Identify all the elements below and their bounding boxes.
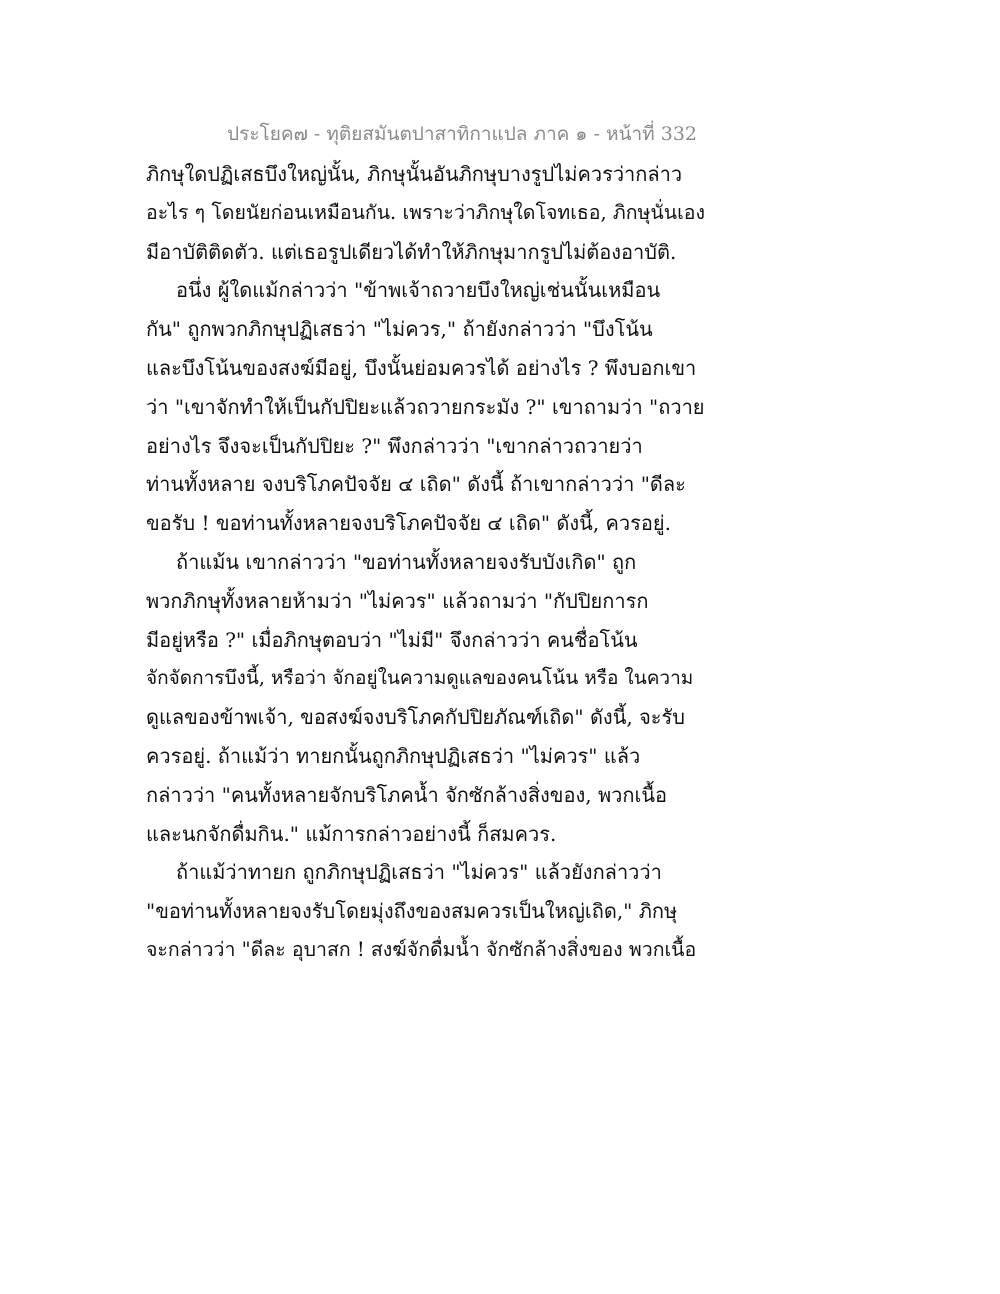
text-line: และนกจักดื่มกิน." แม้การกล่าวอย่างนี้ ก็สมควร.: [146, 821, 557, 846]
text-line: ควรอยู่. ถ้าแม้ว่า ทายกนั้นถูกภิกษุปฏิเสธว่า "ไม่ควร" แล้ว: [146, 743, 641, 768]
text-line: อนึ่ง ผู้ใดแม้กล่าวว่า "ข้าพเจ้าถวายบึงใหญ่เช่นนั้นเหมือน: [176, 278, 661, 303]
text-line: ภิกษุใดปฏิเสธบึงใหญ่นั้น, ภิกษุนั้นอันภิกษุบางรูปไม่ควรว่ากล่าว: [146, 162, 683, 186]
text-line: ว่า "เขาจักทำให้เป็นกัปปิยะแล้วถวายกระมัง ?" เขาถามว่า "ถวาย: [146, 394, 705, 419]
text-line: ขอรับ ! ขอท่านทั้งหลายจงบริโภคปัจจัย ๔ เถิด" ดังนี้, ควรอยู่.: [146, 511, 671, 536]
text-line: ท่านทั้งหลาย จงบริโภคปัจจัย ๔ เถิด" ดังนี้ ถ้าเขากล่าวว่า "ดีละ: [146, 472, 686, 497]
text-line: "ขอท่านทั้งหลายจงรับโดยมุ่งถึงของสมควรเป็นใหญ่เถิด," ภิกษุ: [146, 899, 678, 924]
text-line: และบึงโน้นของสงฆ์มีอยู่, บึงนั้นย่อมควรได้ อย่างไร ? พึงบอกเขา: [146, 355, 697, 380]
body-text: [146, 155, 706, 970]
text-line: พวกภิกษุทั้งหลายห้ามว่า "ไม่ควร" แล้วถามว่า "กัปปิยการก: [146, 588, 649, 613]
text-line: จักจัดการบึงนี้, หรือว่า จักอยู่ในความดูแลของคนโน้น หรือ ในความ: [146, 667, 694, 690]
text-line: กล่าวว่า "คนทั้งหลายจักบริโภคน้ำ จักซักล้างสิ่งของ, พวกเนื้อ: [146, 782, 668, 807]
text-line: มีอยู่หรือ ?" เมื่อภิกษุตอบว่า "ไม่มี" จึงกล่าวว่า คนชื่อโน้น: [146, 627, 638, 652]
text-line: อย่างไร จึงจะเป็นกัปปิยะ ?" พึงกล่าวว่า "เขากล่าวถวายว่า: [146, 433, 643, 458]
text-line: จะกล่าวว่า "ดีละ อุบาสก ! สงฆ์จักดื่มน้ำ จักซักล้างสิ่งของ พวกเนื้อ: [146, 937, 697, 961]
text-line: มีอาบัติติดตัว. แต่เธอรูปเดียวได้ทำให้ภิกษุมากรูปไม่ต้องอาบัติ.: [146, 239, 677, 264]
running-head: ประโยค๗ - ทุติยสมันตปาสาทิกาแปล ภาค ๑ - หน้าที่ 332: [227, 123, 697, 145]
text-line: อะไร ๆ โดยนัยก่อนเหมือนกัน. เพราะว่าภิกษุใดโจทเธอ, ภิกษุนั่นเอง: [146, 200, 705, 224]
text-line: ถ้าแม้น เขากล่าวว่า "ขอท่านทั้งหลายจงรับบังเกิด" ถูก: [176, 549, 637, 574]
text-line: กัน" ถูกพวกภิกษุปฏิเสธว่า "ไม่ควร," ถ้ายังกล่าวว่า "บึงโน้น: [146, 317, 653, 342]
text-line: ดูแลของข้าพเจ้า, ขอสงฆ์จงบริโภคกัปปิยภัณฑ์เถิด" ดังนี้, จะรับ: [146, 705, 685, 730]
text-line: ถ้าแม้ว่าทายก ถูกภิกษุปฏิเสธว่า "ไม่ควร" แล้วยังกล่าวว่า: [176, 860, 662, 885]
